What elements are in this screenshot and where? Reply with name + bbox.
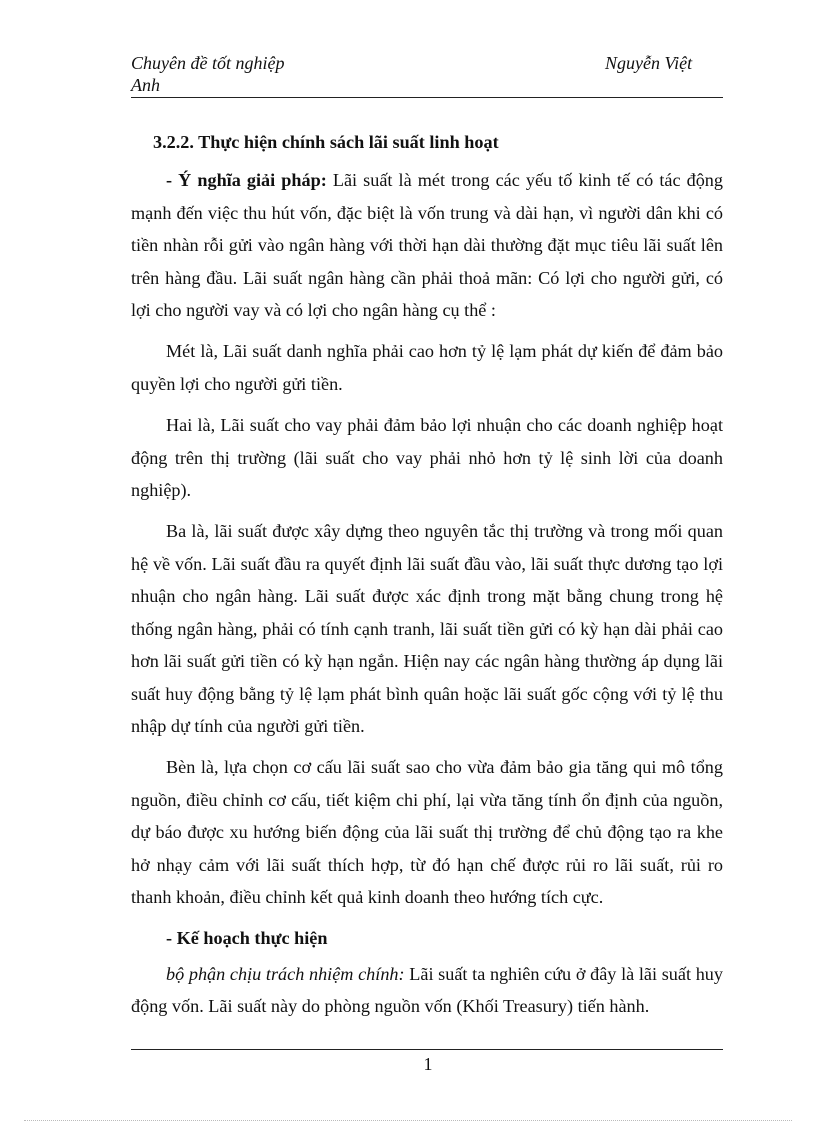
header-title: Chuyên đề tốt nghiệp — [131, 53, 285, 73]
page-edge-dotted-line — [24, 1120, 792, 1121]
responsible-text: Lãi suất ta nghiên cứu ở đây là lãi suất huy động vốn. Lãi suất này do phòng nguồn vốn (Khối Treasury) tiến hành. — [131, 963, 723, 1017]
page-number: 1 — [423, 1054, 433, 1074]
paragraph-first: Mét là, Lãi suất danh nghĩa phải cao hơn tỷ lệ lạm phát dự kiến để đảm bảo quyền lợi cho người gửi tiền. — [131, 341, 723, 394]
significance-label: - Ý nghĩa giải pháp: — [166, 170, 327, 191]
section-heading: 3.2.2. Thực hiện chính sách lãi suất linh hoạt — [153, 132, 499, 152]
paragraph-responsible — [131, 958, 723, 1023]
header-author: Nguyễn Việt — [605, 53, 693, 73]
page-header — [131, 52, 723, 98]
paragraph-third: Ba là, lãi suất được xây dựng theo nguyên tắc thị trường và trong mối quan hệ về vốn. Lãi suất đầu ra quyết định lãi suất đầu vào, lãi suất thực dương tạo lợi nhuận cho ngân hàng. Lãi suất được xác định trong mặt bằng chung trong hệ thống ngân hàng, phải có tính cạnh tranh, lãi suất tiền gửi có kỳ hạn dài phải cao hơn lãi suất gửi tiền có kỳ hạn ngắn. Hiện nay các ngân hàng thường áp dụng lãi suất huy động bằng tỷ lệ lạm phát bình quân hoặc lãi suất gốc cộng với tỷ lệ thu nhập dự tính của người gửi tiền. — [131, 521, 723, 736]
paragraph-second: Hai là, Lãi suất cho vay phải đảm bảo lợi nhuận cho các doanh nghiệp hoạt động trên thị trường (lãi suất cho vay phải nhỏ hơn tỷ lệ sinh lời của doanh nghiệp). — [131, 415, 723, 501]
responsible-label: bộ phận chịu trách nhiệm chính: — [166, 963, 405, 984]
header-divider — [131, 97, 723, 98]
plan-heading: - Kế hoạch thực hiện — [166, 928, 328, 949]
significance-text: Lãi suất là mét trong các yếu tố kinh tế có tác động mạnh đến việc thu hút vốn, đặc biệt là vốn trung và dài hạn, vì người dân khi có tiền nhàn rỗi gửi vào ngân hàng với thời hạn dài thường đặt mục tiêu lãi suất lên trên hàng đầu. Lãi suất ngân hàng cần phải thoả mãn: Có lợi cho người gửi, có lợi cho người vay và có lợi cho ngân hàng cụ thể : — [131, 170, 723, 321]
footer-divider — [131, 1049, 723, 1050]
body-content — [131, 126, 723, 1032]
header-author-continued: Anh — [131, 75, 160, 95]
paragraph-significance — [131, 164, 723, 326]
paragraph-fourth: Bèn là, lựa chọn cơ cấu lãi suất sao cho vừa đảm bảo gia tăng qui mô tổng nguồn, điều chỉnh cơ cấu, tiết kiệm chi phí, lại vừa tăng tính ổn định của nguồn, dự báo được xu hướng biến động của lãi suất thị trường để chủ động tạo ra khe hở nhạy cảm với lãi suất thích hợp, từ đó hạn chế được rủi ro lãi suất, rủi ro thanh khoản, điều chỉnh kết quả kinh doanh theo hướng tích cực. — [131, 757, 723, 907]
